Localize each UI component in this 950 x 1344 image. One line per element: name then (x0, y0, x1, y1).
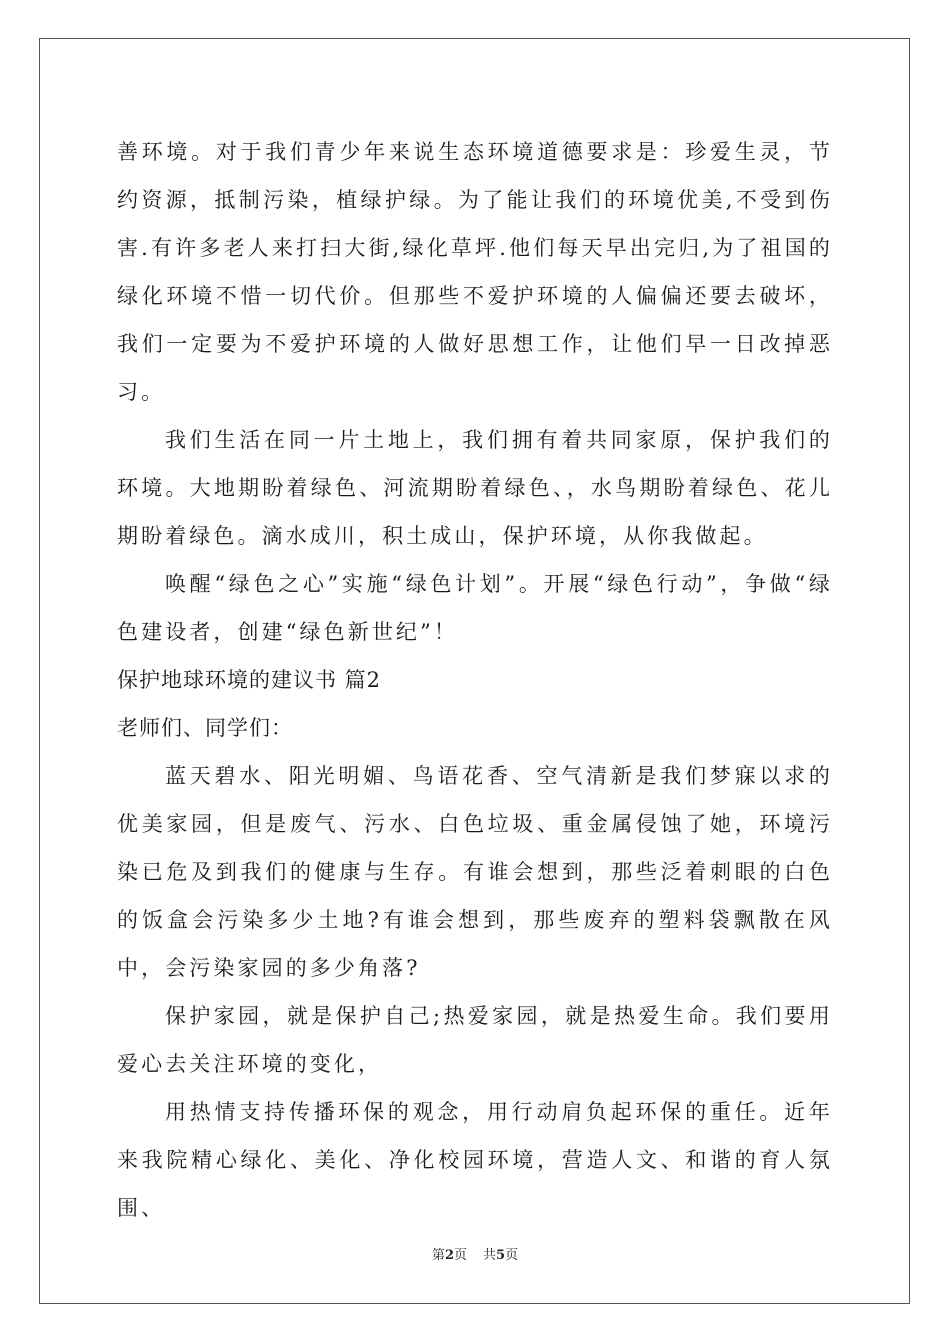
page-footer (0, 1244, 950, 1263)
page-suffix: 页 (453, 1248, 467, 1263)
section-title: 保护地球环境的建议书 篇2 (117, 668, 382, 692)
total-suffix: 页 (505, 1248, 519, 1263)
paragraph-6: 用热情支持传播环保的观念，用行动肩负起环保的重任。近年来我院精心绿化、美化、净化校园环境，营造人文、和谐的育人氛围、 (117, 1100, 833, 1220)
paragraph-3: 唤醒“绿色之心”实施“绿色计划”。开展“绿色行动”，争做“绿色建设者，创建“绿色新世纪”！ (117, 572, 833, 644)
total-prefix: 共 (483, 1248, 497, 1263)
page-prefix: 第 (431, 1248, 445, 1263)
page-current: 2 (444, 1248, 454, 1263)
paragraph-2: 我们生活在同一片土地上，我们拥有着共同家原，保护我们的环境。大地期盼着绿色、河流期盼着绿色、，水鸟期盼着绿色、花儿期盼着绿色。滴水成川，积土成山，保护环境，从你我做起。 (117, 428, 833, 548)
paragraph-4: 蓝天碧水、阳光明媚、鸟语花香、空气清新是我们梦寐以求的优美家园，但是废气、污水、白色垃圾、重金属侵蚀了她，环境污染已危及到我们的健康与生存。有谁会想到，那些泛着刺眼的白色的饭盒会污染多少土地?有谁会想到，那些废弃的塑料袋飘散在风中，会污染家园的多少角落? (117, 764, 833, 980)
paragraph-1: 善环境。对于我们青少年来说生态环境道德要求是：珍爱生灵，节约资源，抵制污染，植绿护绿。为了能让我们的环境优美,不受到伤害.有许多老人来打扫大街,绿化草坪.他们每天早出完归,为了祖国的绿化环境不惜一切代价。但那些不爱护环境的人偏偏还要去破坏，我们一定要为不爱护环境的人做好思想工作，让他们早一日改掉恶习。 (117, 140, 833, 404)
document-body (117, 128, 833, 1232)
salutation: 老师们、同学们： (117, 716, 293, 740)
page-total: 5 (496, 1248, 506, 1263)
paragraph-5: 保护家园，就是保护自己;热爱家园，就是热爱生命。我们要用爱心去关注环境的变化， (117, 1004, 833, 1076)
